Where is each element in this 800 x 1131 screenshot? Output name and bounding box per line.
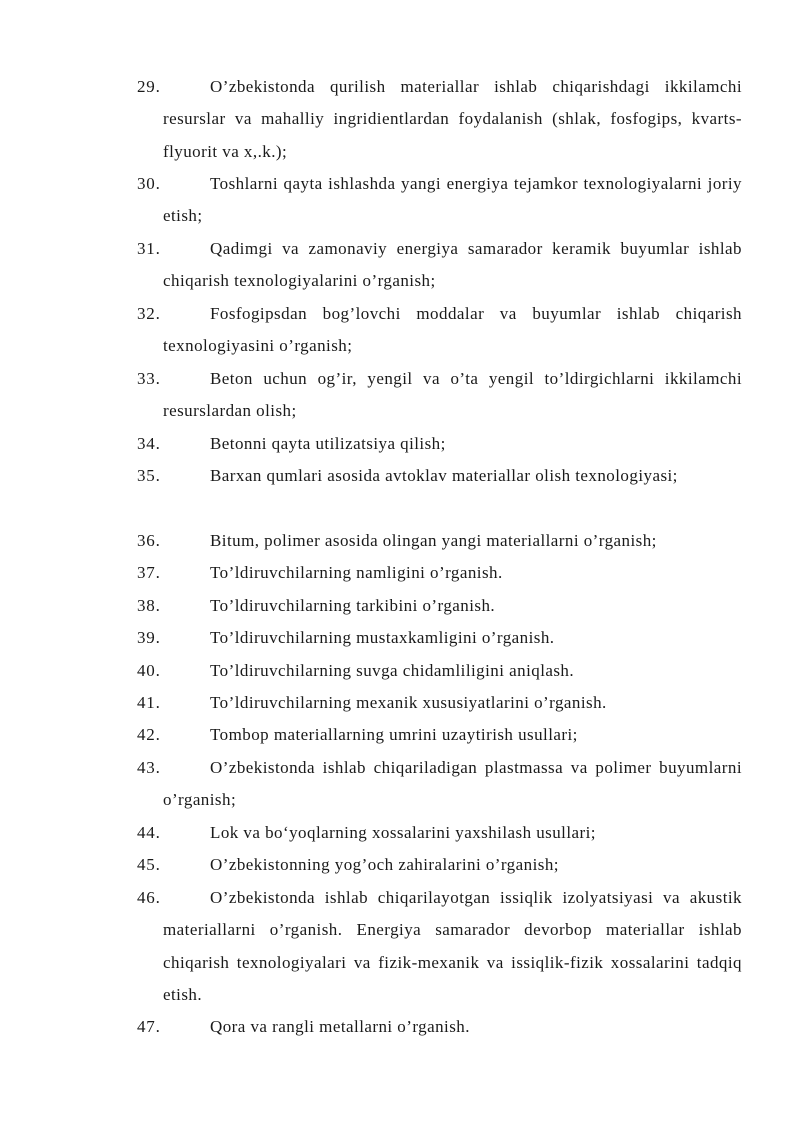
list-item	[137, 557, 742, 589]
list-item	[137, 817, 742, 849]
list-item	[137, 655, 742, 687]
list-item	[137, 719, 742, 751]
item-text: Fosfogipsdan bog’lovchi moddalar va buyumlar ishlab chiqarish texnologiyasini o’rganish;	[163, 304, 742, 356]
item-number: 37.	[137, 563, 161, 582]
list-item	[137, 525, 742, 557]
item-number: 45.	[137, 855, 161, 874]
list-item	[137, 882, 742, 1012]
item-text: To’ldiruvchilarning tarkibini o’rganish.	[210, 596, 496, 615]
item-number: 29.	[137, 77, 161, 96]
item-text: O’zbekistonning yog’och zahiralarini o’rganish;	[210, 855, 559, 874]
item-number: 35.	[137, 466, 161, 485]
item-text: To’ldiruvchilarning mustaxkamligini o’rganish.	[210, 628, 555, 647]
list-item	[137, 168, 742, 233]
list-item	[137, 460, 742, 492]
list-item	[137, 71, 742, 168]
item-text: Tombop materiallarning umrini uzaytirish usullari;	[210, 725, 578, 744]
item-text: To’ldiruvchilarning mexanik xususiyatlarini o’rganish.	[210, 693, 607, 712]
item-text: O’zbekistonda ishlab chiqariladigan plastmassa va polimer buyumlarni o’rganish;	[163, 758, 742, 810]
list-item	[137, 363, 742, 428]
list-item	[137, 622, 742, 654]
item-text: Toshlarni qayta ishlashda yangi energiya tejamkor texnologiyalarni joriy etish;	[163, 174, 742, 226]
item-text: To’ldiruvchilarning suvga chidamliligini aniqlash.	[210, 661, 575, 680]
item-text: Betonni qayta utilizatsiya qilish;	[210, 434, 446, 453]
list-item	[137, 1011, 742, 1043]
item-number: 31.	[137, 239, 161, 258]
item-number: 39.	[137, 628, 161, 647]
item-text: Qadimgi va zamonaviy energiya samarador keramik buyumlar ishlab chiqarish texnologiyalarini o’rganish;	[163, 239, 742, 291]
item-number: 42.	[137, 725, 161, 744]
item-text: O’zbekistonda qurilish materiallar ishlab chiqarishdagi ikkilamchi resurslar va mahalliy ingridientlardan foydalanish (shlak, fosfogips, kvarts-flyuorit va x,.k.);	[163, 77, 742, 161]
list-item	[137, 752, 742, 817]
item-text: To’ldiruvchilarning namligini o’rganish.	[210, 563, 503, 582]
list-item	[137, 298, 742, 363]
item-number: 47.	[137, 1017, 161, 1036]
item-text: Bitum, polimer asosida olingan yangi materiallarni o’rganish;	[210, 531, 657, 550]
item-text: O’zbekistonda ishlab chiqarilayotgan issiqlik izolyatsiyasi va akustik materiallarni o’rganish. Energiya samarador devorbop materiallar ishlab chiqarish texnologiyalari va fizik-mexanik va issiqlik-fizik xossalarini tadqiq etish.	[163, 888, 742, 1005]
item-number: 36.	[137, 531, 161, 550]
item-number: 40.	[137, 661, 161, 680]
item-text: Beton uchun og’ir, yengil va o’ta yengil to’ldirgichlarni ikkilamchi resurslardan olish;	[163, 369, 742, 421]
item-number: 33.	[137, 369, 161, 388]
item-number: 41.	[137, 693, 161, 712]
item-number: 44.	[137, 823, 161, 842]
item-number: 43.	[137, 758, 161, 777]
item-number: 34.	[137, 434, 161, 453]
list-item	[137, 428, 742, 460]
item-text: Lok va bo‘yoqlarning xossalarini yaxshilash usullari;	[210, 823, 596, 842]
item-number: 32.	[137, 304, 161, 323]
item-number: 30.	[137, 174, 161, 193]
item-text: Barxan qumlari asosida avtoklav materiallar olish texnologiyasi;	[210, 466, 678, 485]
list-item	[137, 233, 742, 298]
item-number: 38.	[137, 596, 161, 615]
list-item	[137, 590, 742, 622]
item-number: 46.	[137, 888, 161, 907]
list-item	[137, 849, 742, 881]
item-text: Qora va rangli metallarni o’rganish.	[210, 1017, 470, 1036]
list-item	[137, 687, 742, 719]
